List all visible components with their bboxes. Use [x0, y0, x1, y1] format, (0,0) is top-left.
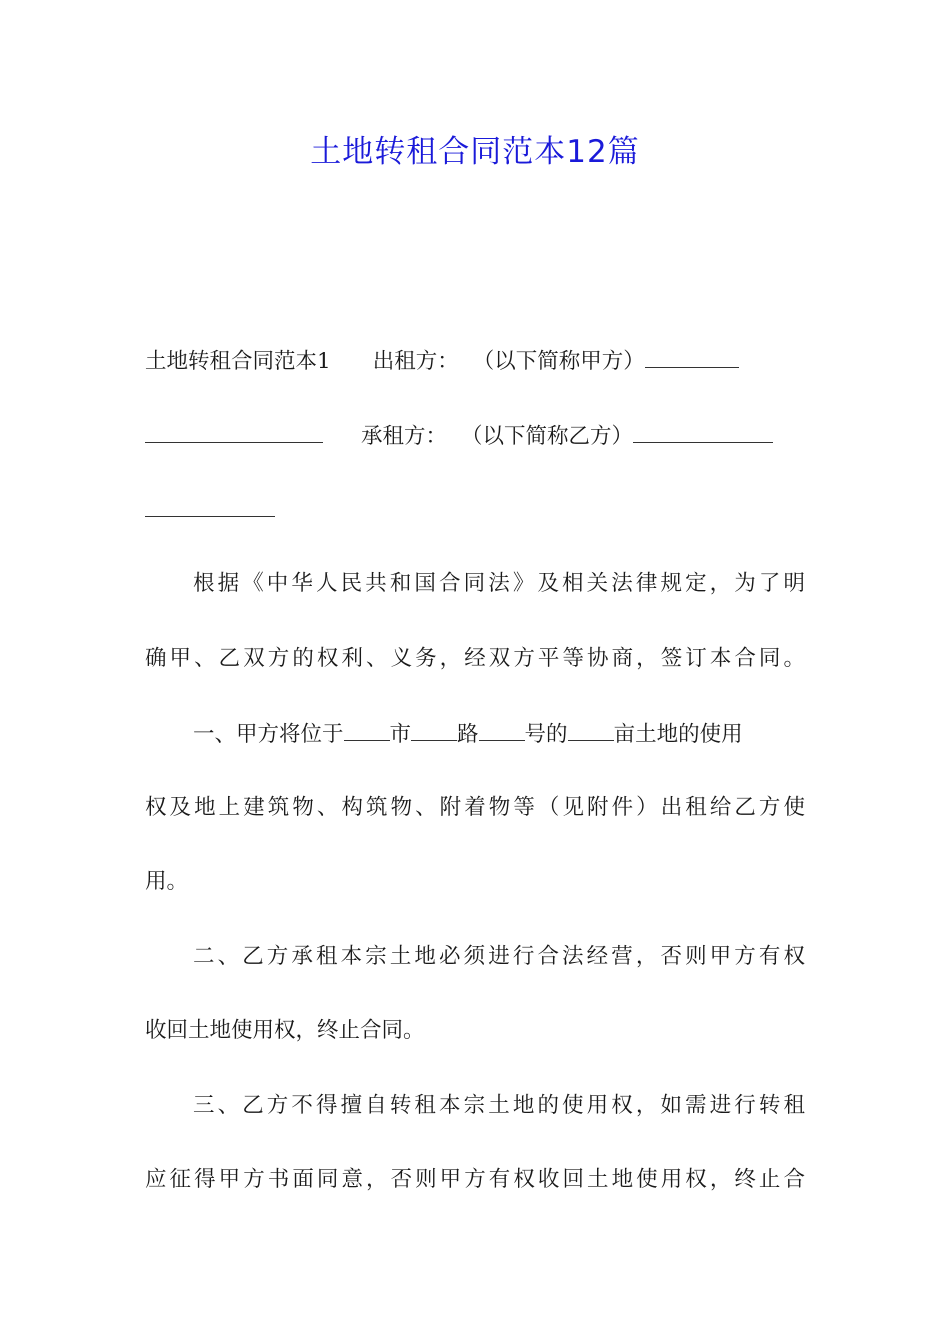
- area-label: 亩土地的使用: [613, 722, 743, 747]
- paragraph-4-line-1: 三、乙方不得擅自转租本宗土地的使用权，如需进行转租: [193, 1093, 805, 1118]
- lessor-label: 出租方：: [372, 349, 459, 374]
- paragraph-1-line-2: 确甲、乙双方的权利、义务，经双方平等协商，签订本合同。: [145, 646, 805, 671]
- lessee-note: （以下简称乙方）: [461, 424, 634, 449]
- lessor-blank: [645, 345, 739, 368]
- area-blank: [568, 718, 614, 741]
- city-blank: [344, 718, 390, 741]
- header-line-2: [145, 420, 805, 452]
- document-title: 土地转租合同范本12篇: [310, 134, 640, 170]
- header-line-1: [145, 345, 805, 377]
- lessee-label: 承租方：: [361, 424, 448, 449]
- lessor-note: （以下简称甲方）: [472, 349, 645, 374]
- lessee-blank: [633, 420, 773, 443]
- city-label: 市: [389, 722, 412, 747]
- paragraph-2-line-1: [193, 718, 805, 750]
- paragraph-3-line-1: 二、乙方承租本宗土地必须进行合法经营，否则甲方有权: [193, 944, 805, 969]
- lessor-blank-continued: [145, 420, 323, 443]
- clause-1-prefix: 一、甲方将位于: [193, 722, 344, 747]
- number-label: 号的: [524, 722, 568, 747]
- lessee-blank-continued: [145, 494, 275, 517]
- paragraph-3-line-2: 收回土地使用权，终止合同。: [145, 1018, 425, 1043]
- paragraph-2-line-2: 权及地上建筑物、构筑物、附着物等（见附件）出租给乙方使: [145, 795, 805, 820]
- road-label: 路: [457, 722, 479, 747]
- contract-subtitle: 土地转租合同范本1: [145, 349, 331, 374]
- number-blank: [479, 718, 525, 741]
- header-line-3: [145, 494, 805, 526]
- paragraph-1-line-1: 根据《中华人民共和国合同法》及相关法律规定，为了明: [193, 571, 805, 596]
- paragraph-4-line-2: 应征得甲方书面同意，否则甲方有权收回土地使用权，终止合: [145, 1167, 805, 1192]
- road-blank: [411, 718, 457, 741]
- paragraph-2-line-3: 用。: [145, 869, 189, 894]
